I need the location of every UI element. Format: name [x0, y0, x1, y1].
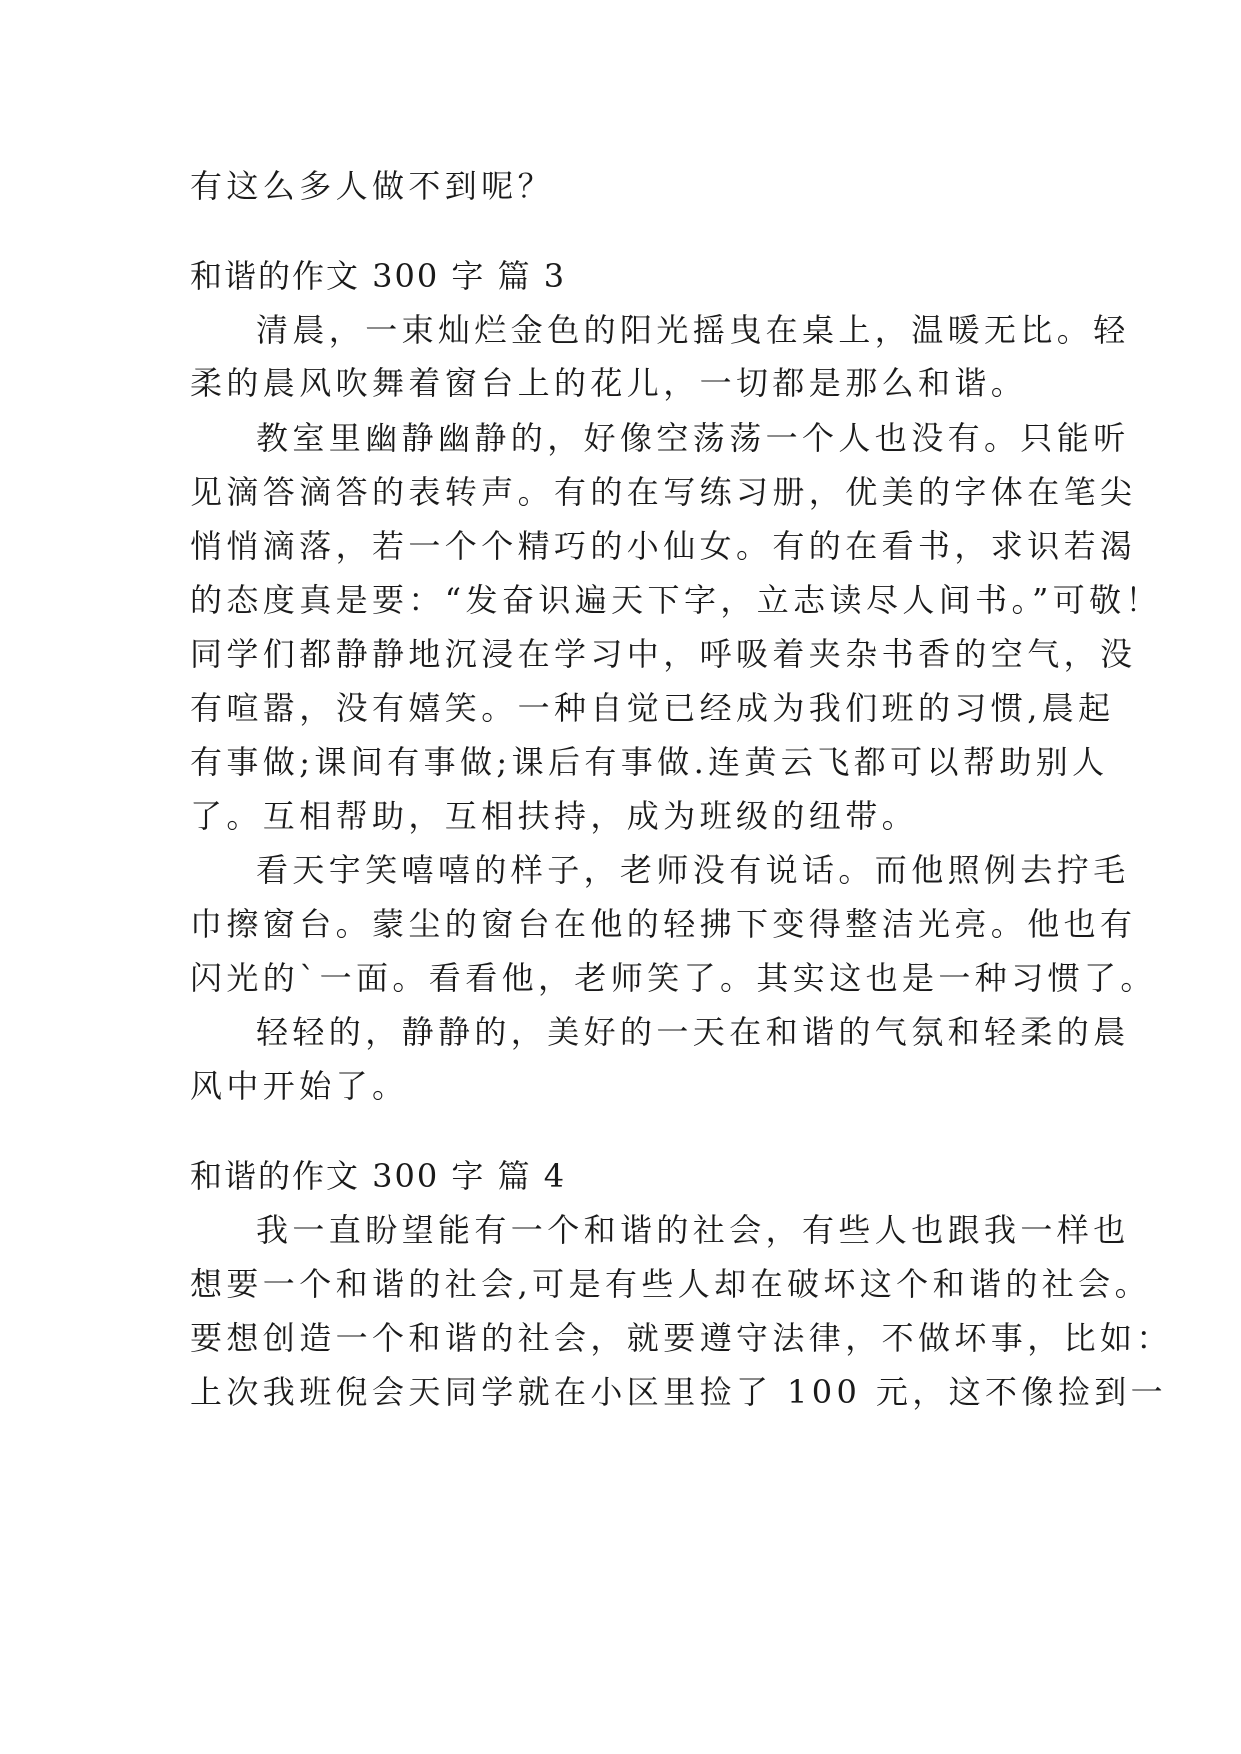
paragraph-line: 想要一个和谐的社会,可是有些人却在破坏这个和谐的社会。	[190, 1265, 1151, 1303]
paragraph-line: 要想创造一个和谐的社会，就要遵守法律，不做坏事，比如：	[190, 1319, 1173, 1357]
paragraph-line: 巾擦窗台。蒙尘的窗台在他的轻拂下变得整洁光亮。他也有	[190, 905, 1137, 943]
paragraph-line: 看天宇笑嘻嘻的样子，老师没有说话。而他照例去拧毛	[256, 851, 1130, 889]
section-heading-3: 和谐的作文 300 字 篇 3	[190, 257, 567, 295]
text-line: 有这么多人做不到呢？	[190, 167, 555, 205]
paragraph-line: 同学们都静静地沉浸在学习中，呼吸着夹杂书香的空气，没	[190, 635, 1137, 673]
paragraph-line: 悄悄滴落，若一个个精巧的小仙女。有的在看书，求识若渴	[190, 527, 1137, 565]
paragraph-line: 见滴答滴答的表转声。有的在写练习册，优美的字体在笔尖	[190, 473, 1137, 511]
paragraph-line: 有喧嚣，没有嬉笑。一种自觉已经成为我们班的习惯,晨起	[190, 689, 1115, 727]
paragraph-line: 轻轻的，静静的，美好的一天在和谐的气氛和轻柔的晨	[256, 1013, 1130, 1051]
paragraph-line: 上次我班倪会天同学就在小区里捡了 100 元，这不像捡到一	[190, 1373, 1168, 1411]
paragraph-line: 清晨，一束灿烂金色的阳光摇曳在桌上，温暖无比。轻	[256, 311, 1130, 349]
paragraph-line: 闪光的`一面。看看他，老师笑了。其实这也是一种习惯了。	[190, 959, 1157, 997]
paragraph-line: 的态度真是要：“发奋识遍天下字，立志读尽人间书。”可敬！	[190, 581, 1162, 619]
section-heading-4: 和谐的作文 300 字 篇 4	[190, 1157, 567, 1195]
paragraph-line: 了。互相帮助，互相扶持，成为班级的纽带。	[190, 797, 919, 835]
paragraph-line: 我一直盼望能有一个和谐的社会，有些人也跟我一样也	[256, 1211, 1130, 1249]
paragraph-line: 有事做;课间有事做;课后有事做.连黄云飞都可以帮助别人	[190, 743, 1109, 781]
paragraph-line: 教室里幽静幽静的，好像空荡荡一个人也没有。只能听	[256, 419, 1130, 457]
paragraph-line: 风中开始了。	[190, 1067, 409, 1105]
paragraph-line: 柔的晨风吹舞着窗台上的花儿，一切都是那么和谐。	[190, 364, 1028, 402]
